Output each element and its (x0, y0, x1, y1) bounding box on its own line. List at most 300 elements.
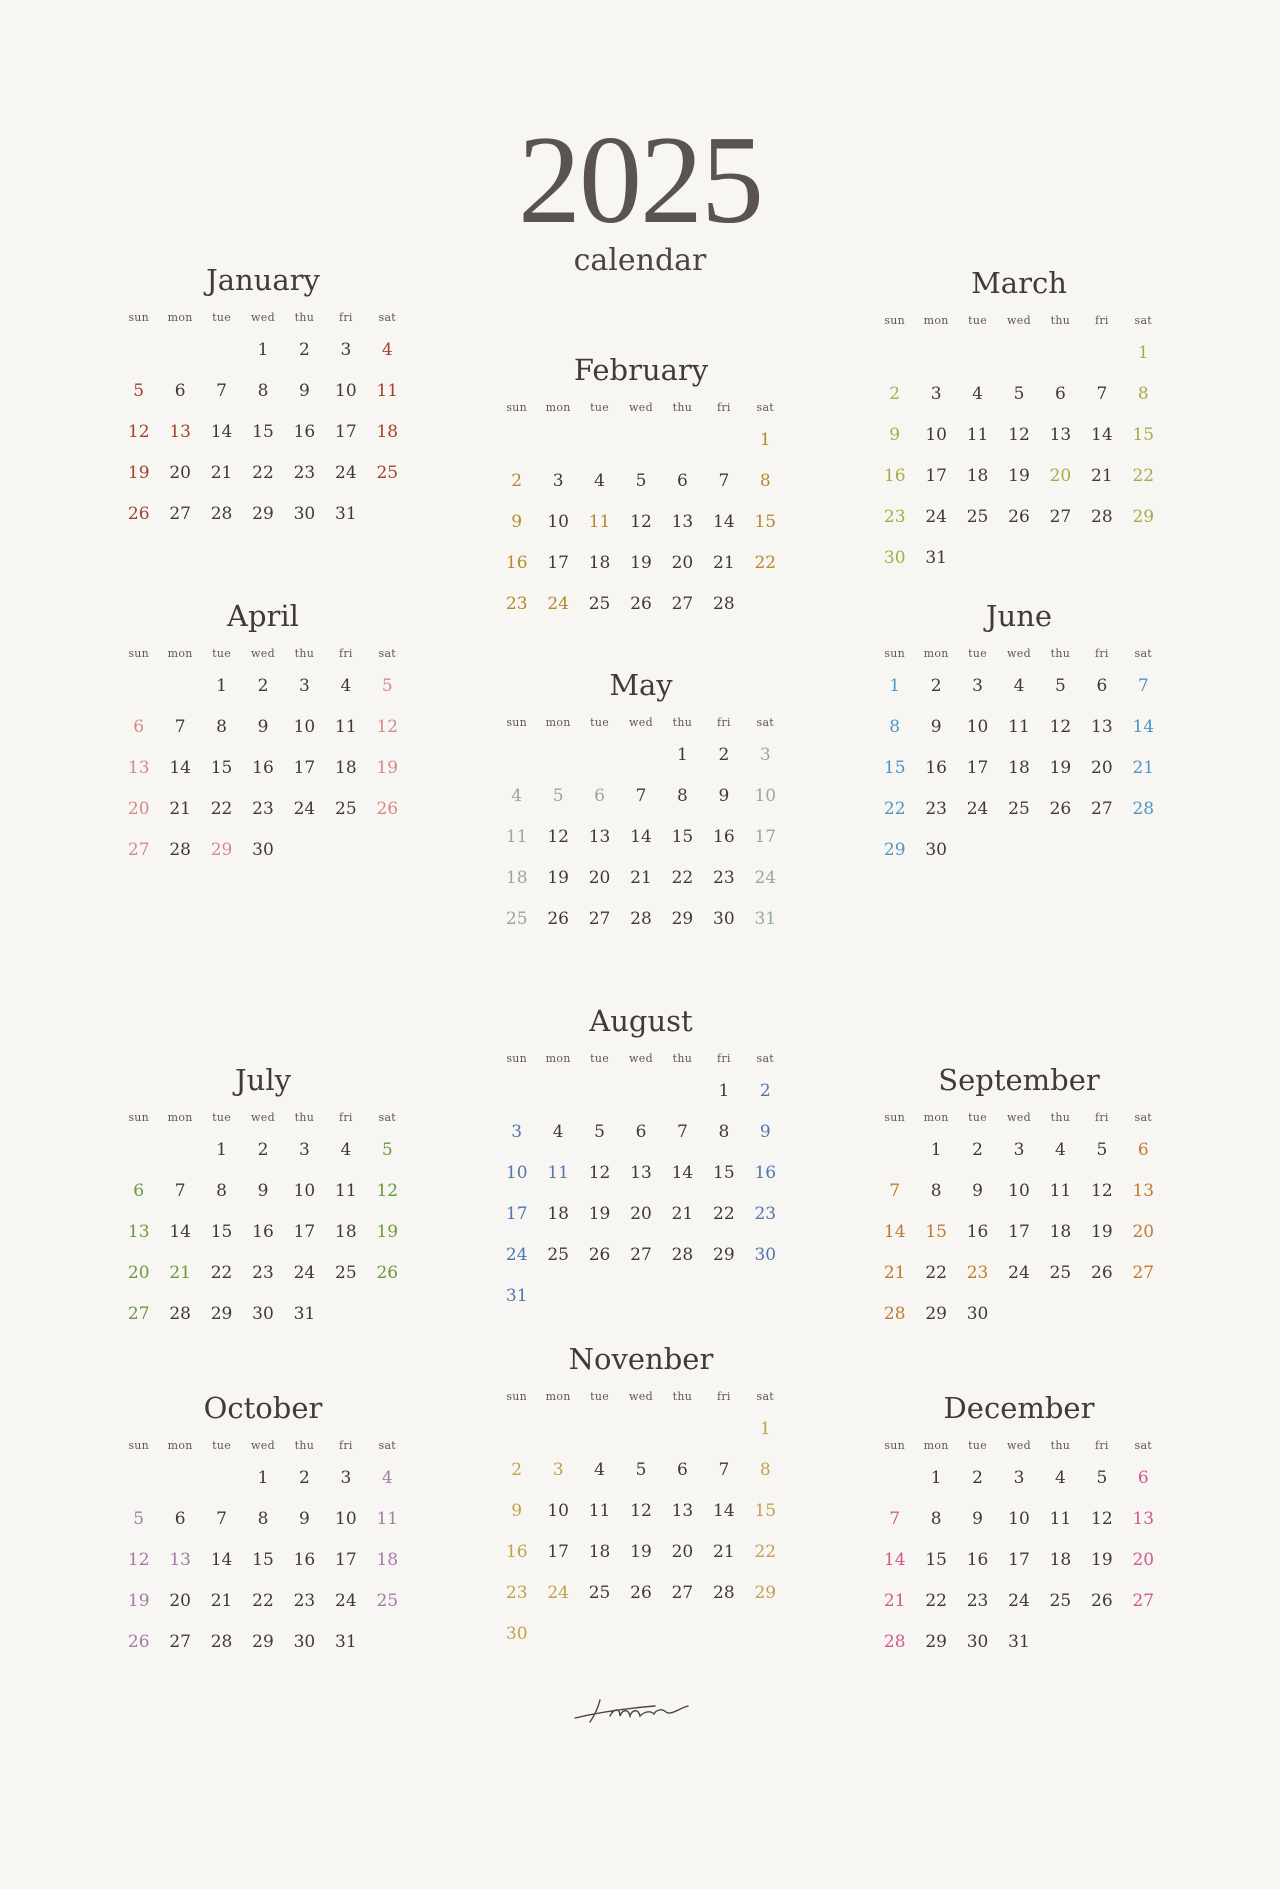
day-cell: 9 (511, 1501, 523, 1521)
weekday-header (874, 314, 1164, 327)
month-march (874, 266, 1164, 579)
day-grid (496, 420, 786, 625)
day-blank (118, 1458, 159, 1499)
weekday-label: wed (1007, 314, 1031, 327)
day-cell: 6 (1096, 676, 1108, 696)
day-cell: 25 (547, 1245, 569, 1265)
day-cell: 30 (713, 909, 735, 929)
weekday-label: tue (968, 314, 988, 327)
day-cell: 11 (588, 1501, 611, 1521)
day-blank (496, 1409, 537, 1450)
month-name: May (609, 668, 673, 702)
day-grid (874, 1130, 1164, 1335)
weekday-label: thu (672, 1390, 693, 1403)
day-cell: 23 (966, 1263, 989, 1283)
day-cell: 23 (293, 463, 316, 483)
day-cell: 15 (754, 512, 777, 532)
day-cell: 5 (381, 1140, 393, 1160)
weekday-label: sun (884, 1111, 906, 1124)
day-cell: 12 (1049, 717, 1072, 737)
day-cell: 26 (547, 909, 569, 929)
day-blank (118, 330, 159, 371)
day-cell: 18 (588, 553, 611, 573)
day-blank (579, 735, 620, 776)
day-cell: 27 (1091, 799, 1113, 819)
weekday-label: sat (1134, 1111, 1153, 1124)
day-cell: 7 (677, 1122, 688, 1142)
day-blank (620, 735, 661, 776)
day-cell: 22 (671, 868, 694, 888)
day-cell: 23 (966, 1591, 989, 1611)
day-blank (620, 1409, 661, 1450)
day-cell: 7 (216, 381, 227, 401)
month-name: August (589, 1004, 693, 1038)
day-cell: 17 (754, 827, 777, 847)
day-cell: 19 (1091, 1222, 1113, 1242)
day-blank (1040, 333, 1081, 374)
weekday-label: fri (338, 1111, 353, 1124)
day-cell: 1 (257, 340, 269, 360)
weekday-header (874, 647, 1164, 660)
weekday-label: mon (167, 311, 193, 324)
day-cell: 14 (630, 827, 652, 847)
day-cell: 6 (677, 1460, 688, 1480)
day-cell: 2 (972, 1140, 983, 1160)
day-cell: 23 (293, 1591, 316, 1611)
month-may (496, 668, 786, 940)
day-cell: 20 (169, 463, 191, 483)
day-cell: 24 (293, 799, 316, 819)
weekday-label: thu (294, 647, 315, 660)
day-cell: 1 (216, 1140, 227, 1160)
month-name: October (203, 1391, 323, 1425)
day-blank (1081, 333, 1122, 374)
weekday-label: fri (1094, 647, 1109, 660)
day-cell: 16 (293, 422, 316, 442)
day-blank (537, 1409, 578, 1450)
day-cell: 16 (505, 1542, 528, 1562)
day-blank (496, 1071, 537, 1112)
day-cell: 7 (718, 471, 730, 491)
day-cell: 28 (883, 1304, 906, 1324)
month-april (118, 599, 408, 871)
month-name: Novenber (568, 1342, 714, 1376)
month-name: March (971, 266, 1067, 300)
day-cell: 29 (754, 1583, 777, 1603)
day-cell: 28 (1132, 799, 1155, 819)
day-cell: 19 (376, 1222, 399, 1242)
day-cell: 13 (630, 1163, 652, 1183)
day-cell: 19 (127, 1591, 150, 1611)
day-cell: 19 (1049, 758, 1072, 778)
day-cell: 24 (547, 594, 569, 614)
day-cell: 28 (169, 840, 191, 860)
day-cell: 7 (174, 1181, 186, 1201)
day-cell: 26 (630, 594, 652, 614)
weekday-label: wed (629, 401, 653, 414)
day-cell: 8 (759, 471, 771, 491)
weekday-label: tue (590, 716, 610, 729)
day-cell: 27 (630, 1245, 652, 1265)
day-cell: 29 (210, 1304, 233, 1324)
day-cell: 14 (883, 1550, 906, 1570)
day-cell: 28 (630, 909, 652, 929)
day-cell: 12 (1091, 1509, 1113, 1529)
day-cell: 27 (169, 1632, 191, 1652)
month-name: September (938, 1063, 1100, 1097)
weekday-label: tue (968, 1111, 988, 1124)
day-cell: 15 (754, 1501, 777, 1521)
day-cell: 30 (252, 840, 274, 860)
day-cell: 24 (1008, 1591, 1030, 1611)
day-blank (620, 1071, 661, 1112)
day-cell: 25 (376, 1591, 399, 1611)
day-cell: 11 (335, 717, 357, 737)
day-cell: 19 (1091, 1550, 1113, 1570)
day-cell: 31 (505, 1286, 528, 1306)
day-cell: 16 (252, 1222, 274, 1242)
day-cell: 27 (1132, 1263, 1155, 1283)
weekday-label: wed (629, 1390, 653, 1403)
day-cell: 6 (677, 471, 688, 491)
day-cell: 22 (883, 799, 906, 819)
day-cell: 23 (252, 799, 274, 819)
weekday-label: mon (923, 314, 949, 327)
day-cell: 10 (754, 786, 777, 806)
day-cell: 24 (966, 799, 989, 819)
day-cell: 11 (376, 381, 399, 401)
day-cell: 14 (1132, 717, 1155, 737)
day-cell: 9 (257, 717, 269, 737)
day-cell: 10 (1008, 1181, 1030, 1201)
day-cell: 2 (511, 1460, 523, 1480)
day-cell: 26 (1091, 1263, 1113, 1283)
day-cell: 11 (505, 827, 528, 847)
day-cell: 2 (930, 676, 942, 696)
day-cell: 13 (169, 422, 191, 442)
day-cell: 17 (547, 553, 569, 573)
day-cell: 18 (376, 422, 399, 442)
day-cell: 1 (677, 745, 688, 765)
day-cell: 12 (376, 717, 399, 737)
day-cell: 22 (754, 1542, 777, 1562)
day-cell: 6 (1137, 1140, 1149, 1160)
weekday-label: mon (545, 401, 571, 414)
day-grid (496, 1409, 786, 1655)
day-cell: 21 (210, 463, 233, 483)
day-cell: 9 (889, 425, 901, 445)
day-cell: 12 (1091, 1181, 1113, 1201)
day-cell: 25 (335, 799, 357, 819)
day-cell: 7 (635, 786, 647, 806)
day-blank (703, 1409, 744, 1450)
weekday-label: sat (378, 311, 397, 324)
day-cell: 29 (925, 1632, 947, 1652)
day-cell: 4 (552, 1122, 564, 1142)
day-cell: 11 (335, 1181, 357, 1201)
day-cell: 1 (257, 1468, 269, 1488)
day-blank (159, 330, 200, 371)
day-cell: 16 (966, 1222, 989, 1242)
weekday-label: sat (1134, 647, 1153, 660)
weekday-label: fri (716, 1052, 731, 1065)
day-cell: 16 (252, 758, 274, 778)
weekday-header (118, 647, 408, 660)
weekday-label: sat (756, 1052, 775, 1065)
day-cell: 25 (588, 594, 611, 614)
day-cell: 19 (376, 758, 399, 778)
day-cell: 8 (889, 717, 901, 737)
day-cell: 21 (210, 1591, 233, 1611)
day-cell: 14 (883, 1222, 906, 1242)
day-cell: 30 (925, 840, 947, 860)
day-cell: 6 (174, 381, 186, 401)
day-cell: 21 (630, 868, 652, 888)
weekday-label: wed (1007, 1439, 1031, 1452)
day-cell: 13 (1132, 1181, 1155, 1201)
day-cell: 5 (133, 1509, 145, 1529)
day-cell: 14 (713, 1501, 735, 1521)
day-cell: 17 (925, 466, 947, 486)
weekday-label: mon (545, 1052, 571, 1065)
day-cell: 2 (972, 1468, 983, 1488)
day-cell: 21 (713, 553, 735, 573)
weekday-label: wed (629, 716, 653, 729)
weekday-label: wed (251, 647, 275, 660)
day-cell: 1 (930, 1468, 942, 1488)
day-cell: 1 (216, 676, 227, 696)
day-cell: 28 (713, 1583, 735, 1603)
day-cell: 3 (759, 745, 771, 765)
day-cell: 26 (127, 1632, 150, 1652)
day-cell: 16 (925, 758, 947, 778)
day-cell: 15 (925, 1550, 947, 1570)
day-cell: 26 (376, 1263, 399, 1283)
day-cell: 15 (925, 1222, 947, 1242)
day-cell: 29 (210, 840, 233, 860)
weekday-label: mon (923, 647, 949, 660)
day-blank (201, 1458, 242, 1499)
weekday-label: sat (378, 1439, 397, 1452)
day-blank (537, 420, 578, 461)
day-cell: 13 (127, 758, 150, 778)
day-cell: 25 (335, 1263, 357, 1283)
month-name: January (206, 263, 320, 297)
day-cell: 9 (972, 1181, 983, 1201)
day-cell: 8 (1137, 384, 1149, 404)
day-grid (118, 1458, 408, 1663)
month-february (496, 353, 786, 625)
day-cell: 9 (257, 1181, 269, 1201)
day-cell: 1 (889, 676, 901, 696)
weekday-label: tue (212, 647, 232, 660)
day-cell: 19 (547, 868, 569, 888)
day-cell: 24 (293, 1263, 316, 1283)
day-cell: 25 (1049, 1591, 1072, 1611)
day-cell: 14 (210, 422, 233, 442)
day-cell: 16 (293, 1550, 316, 1570)
day-grid (118, 1130, 408, 1335)
day-cell: 4 (972, 384, 983, 404)
day-cell: 8 (718, 1122, 730, 1142)
day-cell: 25 (1008, 799, 1030, 819)
day-cell: 10 (966, 717, 989, 737)
day-cell: 8 (759, 1460, 771, 1480)
day-cell: 30 (505, 1624, 528, 1644)
day-cell: 22 (754, 553, 777, 573)
day-cell: 21 (671, 1204, 694, 1224)
day-cell: 20 (127, 1263, 150, 1283)
day-cell: 21 (713, 1542, 735, 1562)
day-cell: 9 (759, 1122, 771, 1142)
weekday-header (496, 401, 786, 414)
day-cell: 17 (335, 1550, 357, 1570)
weekday-label: tue (212, 311, 232, 324)
day-cell: 11 (1049, 1181, 1072, 1201)
day-cell: 24 (505, 1245, 528, 1265)
day-cell: 22 (252, 1591, 274, 1611)
day-cell: 1 (759, 1419, 771, 1439)
weekday-label: fri (1094, 314, 1109, 327)
day-cell: 20 (588, 868, 611, 888)
day-cell: 12 (630, 512, 652, 532)
day-cell: 12 (376, 1181, 399, 1201)
weekday-label: wed (251, 1111, 275, 1124)
day-cell: 10 (547, 1501, 569, 1521)
day-cell: 20 (169, 1591, 191, 1611)
day-cell: 22 (925, 1263, 947, 1283)
day-cell: 3 (930, 384, 942, 404)
day-cell: 15 (1132, 425, 1155, 445)
day-cell: 15 (252, 1550, 274, 1570)
day-cell: 3 (299, 676, 310, 696)
day-cell: 20 (630, 1204, 652, 1224)
day-cell: 7 (889, 1181, 901, 1201)
weekday-label: sat (1134, 314, 1153, 327)
weekday-label: fri (338, 1439, 353, 1452)
day-cell: 15 (671, 827, 694, 847)
weekday-label: mon (545, 716, 571, 729)
day-cell: 4 (381, 1468, 393, 1488)
day-cell: 21 (883, 1591, 906, 1611)
weekday-label: mon (167, 1111, 193, 1124)
weekday-header (118, 1111, 408, 1124)
day-cell: 29 (252, 1632, 274, 1652)
day-cell: 13 (1091, 717, 1113, 737)
day-cell: 19 (127, 463, 150, 483)
day-cell: 13 (169, 1550, 191, 1570)
day-cell: 4 (594, 1460, 605, 1480)
day-cell: 30 (293, 504, 316, 524)
weekday-label: mon (167, 1439, 193, 1452)
weekday-label: sun (128, 647, 150, 660)
day-cell: 18 (376, 1550, 399, 1570)
weekday-header (874, 1111, 1164, 1124)
day-cell: 25 (966, 507, 989, 527)
day-cell: 12 (547, 827, 569, 847)
day-cell: 14 (713, 512, 735, 532)
day-cell: 6 (133, 1181, 145, 1201)
day-cell: 20 (127, 799, 150, 819)
day-cell: 8 (930, 1181, 942, 1201)
day-blank (496, 735, 537, 776)
day-blank (159, 1130, 200, 1171)
day-cell: 26 (1008, 507, 1030, 527)
day-cell: 14 (169, 1222, 191, 1242)
day-cell: 27 (127, 1304, 150, 1324)
day-cell: 2 (299, 340, 310, 360)
day-cell: 27 (127, 840, 150, 860)
day-cell: 2 (718, 745, 730, 765)
weekday-label: tue (968, 647, 988, 660)
weekday-label: mon (545, 1390, 571, 1403)
weekday-label: wed (251, 1439, 275, 1452)
day-blank (957, 333, 998, 374)
weekday-label: fri (338, 647, 353, 660)
day-cell: 17 (966, 758, 989, 778)
month-july (118, 1063, 408, 1335)
day-cell: 4 (340, 1140, 352, 1160)
day-cell: 5 (1013, 384, 1025, 404)
month-name: February (573, 353, 709, 387)
weekday-label: sun (128, 1439, 150, 1452)
day-cell: 31 (1008, 1632, 1030, 1652)
day-cell: 18 (966, 466, 989, 486)
day-cell: 13 (1132, 1509, 1155, 1529)
weekday-label: sat (378, 647, 397, 660)
day-cell: 1 (759, 430, 771, 450)
day-cell: 24 (754, 868, 777, 888)
day-cell: 17 (1008, 1222, 1030, 1242)
day-cell: 15 (252, 422, 274, 442)
month-june (874, 599, 1164, 871)
day-cell: 9 (299, 381, 310, 401)
month-name: April (227, 599, 299, 633)
day-cell: 22 (252, 463, 274, 483)
weekday-label: sun (128, 1111, 150, 1124)
day-cell: 26 (588, 1245, 611, 1265)
day-cell: 3 (340, 340, 352, 360)
day-blank (579, 1409, 620, 1450)
weekday-label: mon (167, 647, 193, 660)
weekday-header (496, 1052, 786, 1065)
weekday-label: sat (378, 1111, 397, 1124)
weekday-label: thu (294, 1111, 315, 1124)
day-cell: 2 (299, 1468, 310, 1488)
day-blank (159, 1458, 200, 1499)
day-cell: 18 (335, 758, 357, 778)
day-cell: 15 (883, 758, 906, 778)
day-cell: 4 (1055, 1140, 1066, 1160)
day-cell: 26 (376, 799, 399, 819)
month-name: June (985, 599, 1053, 633)
day-cell: 7 (174, 717, 186, 737)
day-cell: 11 (547, 1163, 569, 1183)
day-cell: 22 (1132, 466, 1155, 486)
day-cell: 13 (588, 827, 611, 847)
weekday-label: sat (756, 401, 775, 414)
day-cell: 13 (1049, 425, 1072, 445)
weekday-header (118, 311, 408, 324)
weekday-label: fri (338, 311, 353, 324)
day-cell: 10 (335, 1509, 357, 1529)
day-cell: 28 (883, 1632, 906, 1652)
day-cell: 14 (169, 758, 191, 778)
day-cell: 25 (376, 463, 399, 483)
day-cell: 12 (127, 1550, 150, 1570)
day-cell: 6 (174, 1509, 186, 1529)
day-cell: 18 (1049, 1222, 1072, 1242)
